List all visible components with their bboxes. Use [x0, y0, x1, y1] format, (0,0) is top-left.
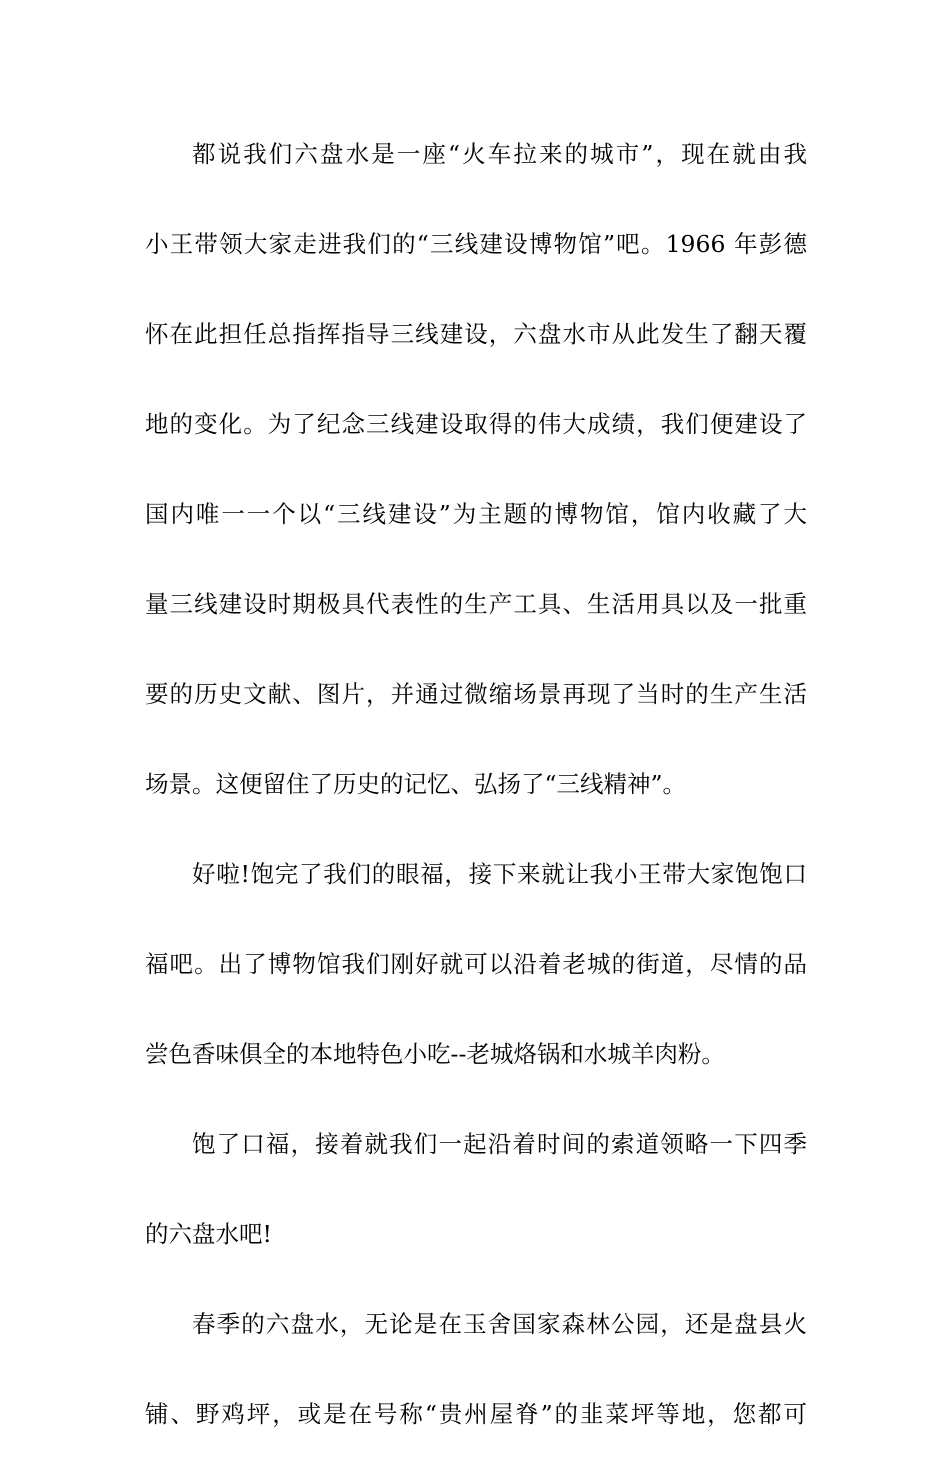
paragraph-line: 小王带领大家走进我们的“三线建设博物馆”吧。1966 年彭德: [145, 230, 807, 258]
paragraph-line: 要的历史文献、图片，并通过微缩场景再现了当时的生产生活: [145, 680, 807, 708]
paragraph-line: 好啦!饱完了我们的眼福，接下来就让我小王带大家饱饱口: [192, 860, 807, 888]
paragraph-line: 铺、野鸡坪，或是在号称“贵州屋脊”的韭菜坪等地，您都可: [145, 1400, 807, 1428]
paragraph-line: 都说我们六盘水是一座“火车拉来的城市”，现在就由我: [192, 140, 807, 168]
paragraph-line: 量三线建设时期极具代表性的生产工具、生活用具以及一批重: [145, 590, 807, 618]
paragraph-line: 尝色香味俱全的本地特色小吃--老城烙锅和水城羊肉粉。: [145, 1040, 725, 1068]
paragraph-line: 的六盘水吧!: [145, 1220, 272, 1248]
paragraph-line: 春季的六盘水，无论是在玉舍国家森林公园，还是盘县火: [192, 1310, 807, 1338]
paragraph-line: 国内唯一一个以“三线建设”为主题的博物馆，馆内收藏了大: [145, 500, 807, 528]
paragraph-line: 饱了口福，接着就我们一起沿着时间的索道领略一下四季: [192, 1130, 807, 1158]
paragraph-line: 场景。这便留住了历史的记忆、弘扬了“三线精神”。: [145, 770, 687, 798]
body-text: [145, 132, 807, 1482]
paragraph-line: 怀在此担任总指挥指导三线建设，六盘水市从此发生了翻天覆: [145, 320, 807, 348]
paragraph-line: 地的变化。为了纪念三线建设取得的伟大成绩，我们便建设了: [145, 410, 807, 438]
paragraph-line: 福吧。出了博物馆我们刚好就可以沿着老城的街道，尽情的品: [145, 950, 807, 978]
